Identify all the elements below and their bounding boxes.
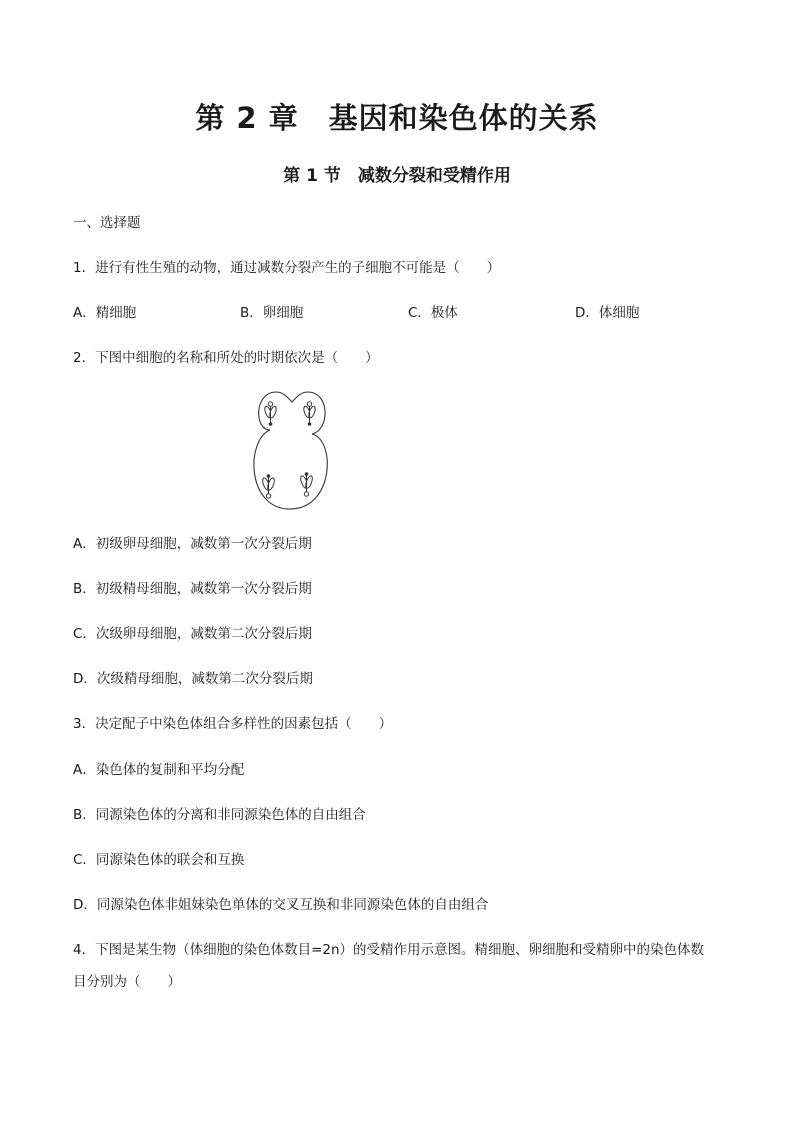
question-3-option-c: C．同源染色体的联会和互换	[73, 852, 245, 868]
section-label: 一、选择题	[73, 215, 141, 231]
question-1-option-c: C．极体	[408, 305, 458, 321]
question-1-option-d: D．体细胞	[575, 305, 640, 321]
question-3-option-b: B．同源染色体的分离和非同源染色体的自由组合	[73, 807, 366, 823]
question-3-option-d: D．同源染色体非姐妹染色单体的交叉互换和非同源染色体的自由组合	[73, 897, 489, 913]
dividing-cell-figure	[240, 384, 340, 520]
question-4-stem-line-2: 目分别为（ ）	[73, 974, 181, 990]
question-1-option-a: A．精细胞	[73, 305, 137, 321]
question-2-option-c: C．次级卵母细胞，减数第二次分裂后期	[73, 626, 312, 642]
question-1-stem: 1．进行有性生殖的动物，通过减数分裂产生的子细胞不可能是（ ）	[73, 260, 501, 276]
section-title: 第 1 节 减数分裂和受精作用	[283, 166, 511, 186]
question-1-options	[73, 303, 733, 323]
question-1-option-b: B．卵细胞	[240, 305, 304, 321]
question-2-option-a: A．初级卵母细胞，减数第一次分裂后期	[73, 536, 312, 552]
question-3-stem: 3．决定配子中染色体组合多样性的因素包括（ ）	[73, 716, 393, 732]
question-2-stem: 2．下图中细胞的名称和所处的时期依次是（ ）	[73, 350, 379, 366]
question-3-option-a: A．染色体的复制和平均分配	[73, 762, 245, 778]
question-2-option-b: B．初级精母细胞，减数第一次分裂后期	[73, 581, 312, 597]
chapter-title: 第 2 章 基因和染色体的关系	[195, 101, 599, 135]
question-4-stem-line-1: 4．下图是某生物（体细胞的染色体数目=2n）的受精作用示意图。精细胞、卵细胞和受精卵中的染色体数	[73, 942, 705, 958]
question-2-option-d: D．次级精母细胞，减数第二次分裂后期	[73, 671, 313, 687]
